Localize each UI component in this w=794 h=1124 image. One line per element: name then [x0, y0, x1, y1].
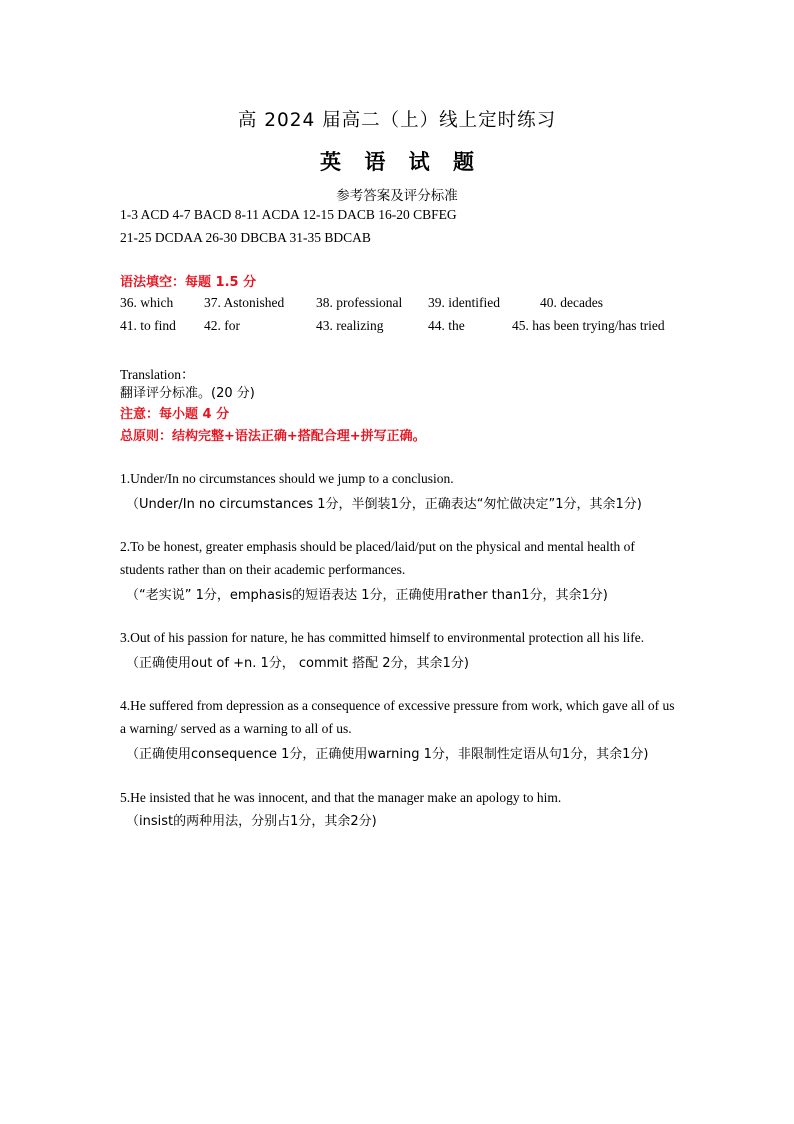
grammar-answer: 45. has been trying/has tried: [512, 318, 665, 333]
grammar-answer: 37. Astonished: [204, 295, 285, 310]
translation-item-3-scoring: （正确使用out of +n. 1分， commit 搭配 2分，其余1分): [126, 656, 469, 671]
translation-item-3: 3.Out of his passion for nature, he has committed himself to environmental protection all his life.: [120, 630, 645, 645]
grammar-answer: 39. identified: [428, 295, 500, 310]
grammar-answer: 38. professional: [316, 295, 403, 310]
answer-key-line-1: 1-3 ACD 4-7 BACD 8-11 ACDA 12-15 DACB 16-20 CBFEG: [120, 207, 457, 222]
page-subtitle: 英 语 试 题: [320, 150, 482, 174]
translation-item-5: 5.He insisted that he was innocent, and that the manager make an apology to him.: [120, 790, 562, 805]
grammar-heading: 语法填空：每题 1.5 分: [120, 275, 257, 290]
answer-standard-heading: 参考答案及评分标准: [336, 188, 458, 204]
translation-item-2: 2.To be honest, greater emphasis should be placed/laid/put on the physical and mental health of students rather than on their academic performances.: [120, 539, 635, 577]
page-title: 高 2024 届高二（上）线上定时练习: [237, 110, 557, 131]
answer-key-line-2: 21-25 DCDAA 26-30 DBCBA 31-35 BDCAB: [120, 230, 371, 245]
translation-item-1: 1.Under/In no circumstances should we jump to a conclusion.: [120, 471, 454, 486]
translation-item-1-scoring: （Under/In no circumstances 1分，半倒装1分，正确表达“匆忙做决定”1分，其余1分): [126, 497, 642, 512]
translation-item-4-scoring: （正确使用consequence 1分，正确使用warning 1分，非限制性定语从句1分，其余1分): [126, 747, 649, 762]
translation-item-5-scoring: （insist的两种用法，分别占1分，其余2分): [126, 814, 377, 829]
grammar-answer: 36. which: [120, 295, 174, 310]
grammar-answer: 40. decades: [540, 295, 603, 310]
translation-label: Translation：: [120, 367, 195, 382]
translation-criteria: 翻译评分标准。(20 分): [120, 386, 255, 401]
grammar-answer: 41. to find: [120, 318, 176, 333]
translation-item-2-scoring: （“老实说” 1分，emphasis的短语表达 1分，正确使用rather than1分，其余1分): [126, 588, 608, 603]
grammar-answer: 43. realizing: [316, 318, 384, 333]
grammar-answer: 42. for: [204, 318, 240, 333]
translation-item-4: 4.He suffered from depression as a consequence of excessive pressure from work, which gave all of us a warning/ served as a warning to all of us.: [120, 698, 675, 736]
translation-note: 注意：每小题 4 分: [120, 407, 230, 422]
translation-principle: 总原则：结构完整+语法正确+搭配合理+拼写正确。: [120, 429, 426, 444]
grammar-answer: 44. the: [428, 318, 465, 333]
